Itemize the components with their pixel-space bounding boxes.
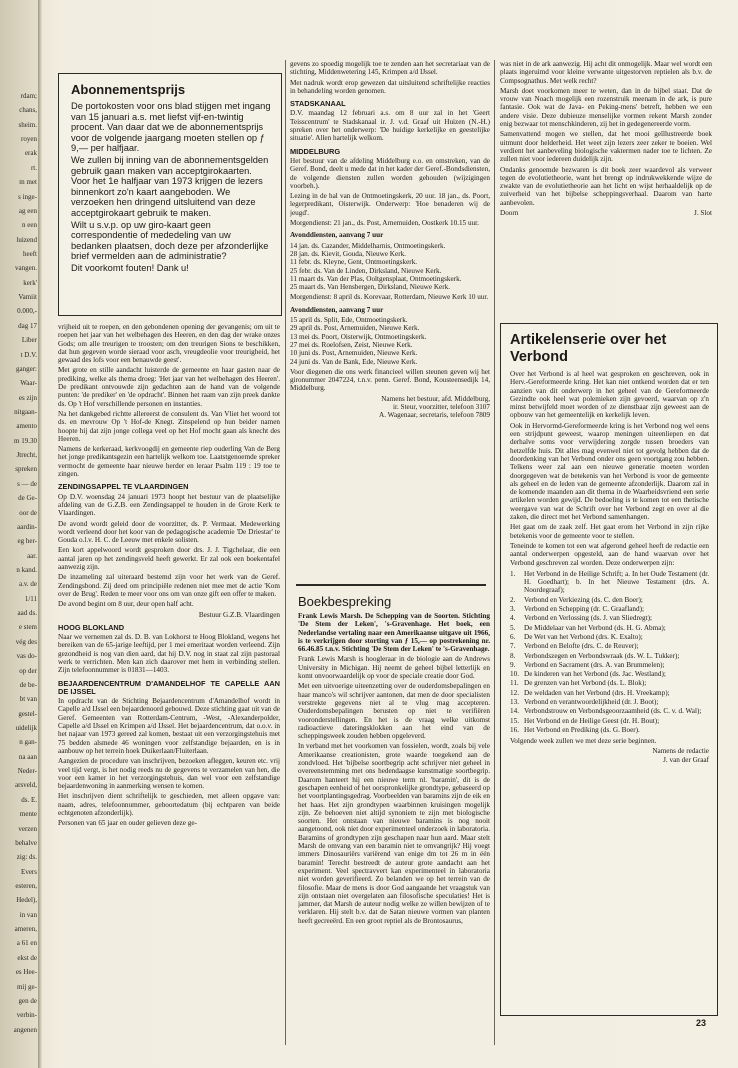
book-review-body bbox=[298, 612, 490, 1044]
signature: ir. Steur, voorzitter, telefoon 3107 bbox=[392, 402, 490, 411]
gutter-text-fragment: s inge- bbox=[18, 193, 37, 201]
service-line: 29 april ds. Post, Arnemuiden, Nieuwe Kerk. bbox=[290, 324, 420, 333]
topic-number: 4. bbox=[510, 614, 516, 623]
subscription-notice-body bbox=[71, 101, 271, 274]
gutter-text-fragment: aad ds. bbox=[17, 609, 37, 617]
topic-list-item bbox=[510, 652, 709, 660]
gutter-text-fragment: royen bbox=[21, 135, 37, 143]
topic-list-item bbox=[510, 661, 709, 669]
article-paragraph: Volgende week zullen we met deze serie beginnen. bbox=[510, 737, 657, 746]
article-paragraph: Aangezien de procedure van inschrijven, bezoeken afleggen, keuren etc. vrij veel tijd vergt, is het nodig reeds nu de gegevens te verzamelen van hen, die voor een kamer in het verzorgingstehuis, dan wel voor een zelfstandige bejaardenwoning in aanmerking wensen te komen. bbox=[58, 757, 280, 791]
topic-list-item bbox=[510, 614, 709, 622]
article-paragraph: De avond wordt geleid door de voorzitter, ds. P. Vermaat. Medewerking wordt verleend door het koor van de pedagogische academie 'De Driestar' te Gouda o.l.v. H. C. de Leeuw met enkele solisten. bbox=[58, 519, 280, 545]
gutter-text-fragment: n een bbox=[22, 221, 37, 229]
gutter-text-fragment: verzen bbox=[18, 825, 37, 833]
gutter-text-fragment: zig: ds. bbox=[16, 853, 37, 861]
column-middle bbox=[290, 60, 490, 580]
gutter-text-fragment: Hedel), bbox=[16, 896, 37, 904]
article-paragraph: Morgendienst: 8 april ds. Korevaar, Rotterdam, Nieuwe Kerk 10 uur. bbox=[290, 293, 489, 302]
gutter-text-fragment: gestel- bbox=[18, 710, 37, 718]
topic-list-item bbox=[510, 596, 709, 604]
topic-number: 7. bbox=[510, 642, 516, 651]
article-paragraph: De inzameling zal uiteraard bestemd zijn voor het werk van de Geref. Zendingsbond. Zij deed om principiële redenen niet mee met de actie 'Kom over de Brug'. Reden te meer voor ons om van onze gift een offer te maken. bbox=[58, 573, 280, 598]
signature: Namens het bestuur, afd. Middelburg, bbox=[381, 394, 490, 403]
topic-number: 6. bbox=[510, 632, 516, 641]
article-paragraph: Ondanks genoemde bezwaren is dit boek zeer waardevol als verweer tegen de evolutietheorie, want het brengt op indrukwekkende wijze de zwakte van de evolutietheorie aan het licht en wijst herhaaldelijk op de zuiverheid van het bijbelse scheppingsverhaal. Daarom van harte aanbevolen. bbox=[500, 165, 712, 207]
gutter-text-fragment: spreken bbox=[15, 465, 37, 473]
gutter-text-fragment: Vamiit bbox=[18, 293, 37, 301]
article-paragraph: De avond begint om 8 uur, deur open half acht. bbox=[58, 600, 194, 609]
previous-page-gutter bbox=[0, 0, 40, 1068]
article-paragraph: Een kort appelwoord wordt gesproken door drs. J. J. Tigchelaar, die een aantal jaren op het zendingsveld heeft gewerkt. Er zal ook een boekentafel aanwezig zijn. bbox=[58, 546, 280, 572]
article-paragraph: Namens de kerkeraad, kerkvoogdij en gemeente rieр ouderling Van de Berg het jonge predikantsgezin een hartelijk welkom toe. Laatstgenoemde spreker vermocht de gemeente haar nieuwe herder en leraar Psalm 119 : 19 toe te zingen. bbox=[58, 445, 280, 479]
gutter-text-fragment: uidelijk bbox=[15, 724, 37, 732]
gutter-text-fragment: ameren, bbox=[14, 925, 37, 933]
gutter-text-fragment: rt. bbox=[30, 164, 37, 172]
gutter-text-fragment: ekst de bbox=[17, 954, 37, 962]
topic-text: Verbond en verantwoordelijkheid (dr. J. Boot); bbox=[524, 697, 659, 706]
signature-place: Doorn bbox=[500, 209, 519, 218]
gutter-text-fragment: erak bbox=[24, 149, 37, 157]
signature-name: J. Slot bbox=[694, 209, 712, 218]
article-paragraph: D.V. maandag 12 februari a.s. om 8 uur zal in het 'Geert Teisscentrum' te Stadskanaal ir. J. v.d. Graaf uit Huizen (N.-H.) spreken over het onderwerp: 'De huidige kerkelijke en geestelijke situatie'. Allen hartelijk welkom. bbox=[290, 109, 490, 143]
article-paragraph: Morgendienst: 21 jan., ds. Post, Arnemuiden, Oostkerk 10.15 uur. bbox=[290, 219, 479, 228]
article-paragraph: Met grote en stille aandacht luisterde de gemeente en haar gasten naar de prediking, welke als thema droeg: 'Het jaar van het welbehagen des Heeren'. De predikant ontvouwde zijn gedachten aan de hand van de volgende punten: 'de prediker' en 'de opdracht'. Binnen het raam van zijn preek dankte ds. Op 't Hof verschillende personen en instanties. bbox=[58, 366, 280, 408]
gutter-text-fragment: na aan bbox=[18, 753, 37, 761]
gutter-text-fragment: es zijn bbox=[18, 394, 37, 402]
service-line: 15 april ds. Split, Ede, Ontmoetingskerk. bbox=[290, 316, 408, 325]
article-paragraph: In verband met het voorkomen van fossielen, wordt, zoals bij vele Amerikaanse creationisten, grote waarde toegekend aan de zondvloed. Het 'bijbelse soortbegrip acht schrijver niet geheel in overeenstemming met ons hedendaagse kunstmatige soortbegrip. Daarom hanteert hij een nieuwe term nl. 'baramin', dit is de geschapen eenheid of het oorspronkelijke grondtype, gebaseerd op het voortplantingsgedrag. Voorbeelden van baramins zijn de eik en het haas. Het zijn grondtypen waarbinnen kruisingen mogelijk zijn. Ze behoeven niet altijd synoniem te zijn met biologische soorten. Het ontstaan van nieuwe baramins is nog nooit aangetoond, ook niet door experimenteel onderzoek in laboratoria. Baramins of grondtypen zijn geschapen naar hun aard. Maar stelt Marsh de omvang van een baramin niet te omvangrijk? Hij voegt immers Dinosauriërs variërend van enige dm tot 26 m in één baramin! Terecht bestreedt de auteur grote aandacht aan het experiment. Veel spectravvert kan experimenteel in laboratoria niet worden geverifieerd. Zo belanden we op het terrein van de filosofie. Maar de mens is door God aangaande het vraagstuk van zijn ontstaan niet overgelaten aan filosofische speculaties! Het is jammer, dat Marsh de auteur nodig welke ze willen bewijzen of te verklaren. Hij stelt b.v. dat de Satan nieuwe vormen van planten heeft gecreeërd. En een groot reptiel als de Brontosaurus, bbox=[298, 742, 490, 925]
gutter-text-fragment: aardin- bbox=[17, 523, 37, 531]
subscription-paragraph: We zullen bij inning van de abonnementsgelden gebruik gaan maken van acceptgirokaarten. Voor het 1e halfjaar van 1973 krijgen de lezers binnenkort zo'n kaart aangeboden. We verzoeken hen dringend uitsluitend van deze acceptgirokaart gebruik te maken. bbox=[71, 154, 269, 218]
topic-list-item bbox=[510, 633, 709, 641]
gutter-text-fragment: Liber bbox=[21, 336, 37, 344]
column-divider bbox=[285, 60, 286, 1045]
topic-number: 3. bbox=[510, 605, 516, 614]
topic-list-item bbox=[510, 605, 709, 613]
gutter-text-fragment: op der bbox=[19, 667, 37, 675]
topic-list-item bbox=[510, 726, 709, 734]
article-paragraph: Personen van 65 jaar en ouder gelieven deze ge- bbox=[58, 819, 197, 828]
gutter-text-fragment: vas do- bbox=[16, 652, 37, 660]
service-line: 10 juni ds. Post, Arnemuiden, Nieuwe Kerk. bbox=[290, 349, 418, 358]
topic-text: De kinderen van het Verbond (ds. Jac. Westland); bbox=[524, 670, 666, 679]
gutter-text-fragment: de be- bbox=[19, 681, 37, 689]
gutter-text-fragment: heeft bbox=[23, 250, 37, 258]
article-paragraph: Het gaat om de zaak zelf. Het gaat erom het Verbond in zijn rijke betekenis voor de gemeente voor te stellen. bbox=[510, 523, 709, 540]
gutter-text-fragment: vég des bbox=[15, 638, 37, 646]
gutter-text-fragment: luizend bbox=[16, 236, 37, 244]
article-series-body bbox=[510, 370, 709, 764]
article-paragraph: Het inschrijven dient schriftelijk te geschieden, met alleen opgave van: naam, adres, telefoonnummer, geboortedatum (bij echtparen van beide echtgenoten afzonderlijk). bbox=[58, 792, 280, 818]
section-rule bbox=[296, 584, 486, 586]
service-line: 13 mei ds. Poort, Oisterwijk, Ontmoetingskerk. bbox=[290, 332, 427, 341]
topic-list-item bbox=[510, 707, 709, 715]
topic-text: Verbond en Verlossing (ds. J. van Sliedregt); bbox=[524, 614, 653, 623]
gutter-text-fragment: nitgaan- bbox=[14, 408, 37, 416]
column-left bbox=[58, 323, 280, 1043]
signature: J. van der Graaf bbox=[663, 755, 709, 764]
gutter-text-fragment: aar. bbox=[27, 552, 37, 560]
gutter-text-fragment: Waar- bbox=[20, 379, 37, 387]
article-paragraph: Samenvattend mogen we stellen, dat het mooi geïllustreerde boek uitmunt door helderheid. Het weet zijn lezers zeer zeker te boeien. Wel verdient het aanbeveling biologische vaktermen nader toe te lichten. Ze zullen niet voor iedereen duidelijk zijn. bbox=[500, 130, 712, 164]
service-line: 25 febr. ds. Van de Linden, Dirksland, Nieuwe Kerk. bbox=[290, 266, 442, 275]
topic-text: De weldaden van het Verbond (drs. H. Vreekamp); bbox=[524, 688, 670, 697]
page-number: 23 bbox=[696, 1018, 707, 1028]
article-paragraph: Op D.V. woensdag 24 januari 1973 hoopt het bestuur van de plaatselijke afdeling van de G.Z.B. een Zendingsappel te houden in de Grote Kerk te Vlaardingen. bbox=[58, 492, 280, 518]
article-paragraph: was niet in de ark aanwezig. Hij acht dit onmogelijk. Maar wel wordt een plaats ingeruimd voor kleine verwante uitgestorven reptielen als b.v. de Compsognathus. Met welk recht? bbox=[500, 60, 712, 85]
topic-text: Het Verbond en Prediking (ds. G. Boer). bbox=[524, 725, 640, 734]
gutter-text-fragment: 1/11 bbox=[24, 595, 37, 603]
topic-number: 13. bbox=[510, 697, 519, 706]
topic-number: 15. bbox=[510, 716, 519, 725]
gutter-text-fragment: t D.V. bbox=[20, 351, 37, 359]
topic-text: De Middelaar van het Verbond (ds. H. G. Abma); bbox=[524, 623, 666, 632]
topic-list-item bbox=[510, 670, 709, 678]
article-paragraph: Teneinde te komen tot een wat afgerond geheel heeft de redactie een aantal onderwerpen opgesteld, aan de hand waarvan over het Verbond geschreven zal worden. Deze onderwerpen zijn: bbox=[510, 541, 709, 567]
article-paragraph: gevens zo spoedig mogelijk toe te zenden aan het secretariaat van de stichting, Middenwetering 145, Krimpen a/d IJssel. bbox=[290, 60, 490, 77]
gutter-text-fragment: Jtrecht, bbox=[16, 451, 37, 459]
gutter-text-fragment: ds. E. bbox=[21, 796, 37, 804]
gutter-text-fragment: Evers bbox=[21, 868, 37, 876]
topic-text: De Wet van het Verbond (drs. K. Exalto); bbox=[524, 632, 643, 641]
topic-number: 10. bbox=[510, 670, 519, 679]
gutter-text-fragment: vangen. bbox=[15, 264, 37, 272]
article-paragraph: Voor diegenen die ons werk financieel willen steunen geven wij het gironummer 2047224, t.n.v. penn. Geref. Bond, Kousteensedijk 14, Middelburg. bbox=[290, 367, 490, 393]
service-line: 14 jan. ds. Cazander, Middelharnis, Ontmoetingskerk. bbox=[290, 241, 446, 250]
gutter-text-fragment: Neder- bbox=[17, 767, 37, 775]
topic-number: 9. bbox=[510, 660, 516, 669]
topic-number: 14. bbox=[510, 707, 519, 716]
book-review-title: Boekbespreking bbox=[298, 594, 392, 609]
gutter-text-fragment: ganger: bbox=[16, 365, 37, 373]
article-paragraph: Ook in Hervormd-Gereformeerde kring is het Verbond nog wel eens een strijdpunt geweest, waarop meningen uiteenliepen en dat derhalve soms voor verwijdering zorgde tussen broeders van hetzelfde huis. Dit alles mag evenwel niet tot gevolg hebben dat de doordenking van het Verbond onder ons geen voortgang zou hebben. Telkens weer zal aan een nieuwe generatie moeten worden doorgegeven wat de betekenis van het Verbond is voor de gemeente als geheel en de leden van de gemeente afzonderlijk. Daarom zal in de komende maanden aan dit thema in de Waarheidsvriend een serie artikelen worden gewijd. De bedoeling is te komen tot een thetische weergave van wat de Schrift over het Verbond zegt en over al die zaken, die direct met het Verbond samenhangen. bbox=[510, 421, 709, 522]
service-line: 25 maart ds. Van Hensbergen, Dirksland, Nieuwe Kerk. bbox=[290, 283, 451, 292]
topic-number: 8. bbox=[510, 651, 516, 660]
gutter-text-fragment: sheim. bbox=[18, 121, 37, 129]
gutter-text-fragment: in van bbox=[19, 911, 37, 919]
article-paragraph: Marsh doet voorkomen meer te weten, dan in de bijbel staat. Dat de vrouw van Noach mogelijk een rozenstruik meenam in de ark, is pure fantasie. Ook wat de Java- en Peking-mens' betreft, hebben we een andere visie. Deze dubieuze menselijke vormen rekent Marsh zonder enig bezwaar tot menschkinderen, zij het in gedegenereerde vorm. bbox=[500, 86, 712, 129]
article-paragraph: Na het dankgebed richtte allereerst de consulent ds. Van Vliet het woord tot ds. en mevrouw Op 't Hof-de Knegt. Zinspelend op hun beider namen hoopte hij dat zijn jonge collega veel op het Hof mocht gaan als knecht des Heeren. bbox=[58, 409, 280, 443]
topic-list-item bbox=[510, 698, 709, 706]
subheading: Avonddiensten, aanvang 7 uur bbox=[290, 305, 384, 314]
subscription-paragraph: Wilt u s.v.p. op uw giro-kaart geen correspondentie of mededeling van uw bedanken plaatsen, doch deze per afzonderlijke brief vermelden aan de administratie? bbox=[71, 219, 269, 262]
topic-text: Het Verbond in de Heilige Schrift; a. In het Oude Testament (dr. H. Goedhart); b. In het Nieuwe Testament (drs. A. Noordegraaf); bbox=[524, 569, 709, 595]
gutter-text-fragment: e stem bbox=[18, 623, 37, 631]
article-paragraph: Over het Verbond is al heel wat gesproken en geschreven, ook in Herv.-Gereformeerde kring. Het kan niet ontkend worden dat er ten aanzien van dit onderwerp in het geheel van de Gereformeerde Gezindte ook heel wat polemieken zijn gevoerd, waarvan op z'n minst betwijfeld moet worden of ze dienstbaar zijn geweest aan de opbouw van het gemeentelijk en kerkelijk leven. bbox=[510, 370, 709, 420]
subscription-notice-box bbox=[58, 73, 282, 316]
topic-list-item bbox=[510, 570, 709, 595]
gutter-text-fragment: mij ge- bbox=[16, 983, 37, 991]
topic-list-item bbox=[510, 679, 709, 687]
topic-number: 16. bbox=[510, 725, 519, 734]
gutter-text-fragment: m 19.30 bbox=[14, 437, 37, 445]
gutter-text-fragment: verbin- bbox=[16, 1011, 37, 1019]
subscription-notice-title: Abonnementsprijs bbox=[71, 82, 186, 97]
topic-text: Verbond en Belofte (drs. C. de Reuver); bbox=[524, 642, 639, 651]
review-signature bbox=[500, 209, 712, 217]
service-line: 27 mei ds. Roelofsen, Zeist, Nieuwe Kerk. bbox=[290, 340, 413, 349]
gutter-text-fragment: a 61 en bbox=[16, 939, 37, 947]
service-line: 28 jan. ds. Kievit, Gouda, Nieuwe Kerk. bbox=[290, 249, 406, 258]
gutter-text-fragment: n kand. bbox=[16, 566, 37, 574]
topic-number: 2. bbox=[510, 595, 516, 604]
article-paragraph: Met een uitvoerige uiteenzetting over de ouderdomsbepalingen en haar manco's wil schrijver aantonen, dat men de door specialisten verstrekte gegevens niet al te vlug mag accepteren. Ouderdomsbepalingen berusten op niet te verifiëren vooronderstellingen. En het is de vraag welke uitkomst radioactieve dateringsklokken aan het eind van de scheppingsweek zouden hebben opgeleverd. bbox=[298, 682, 490, 741]
article-series-title: Artikelenserie over het Verbond bbox=[510, 332, 667, 365]
article-paragraph: Lezing in de hal van de Ontmoetingskerk, 20 uur. 18 jan., ds. Poort, legerpredikant, Oisterwijk. Onderwerp: 'Hoe benaderen wij de jeugd'. bbox=[290, 192, 490, 217]
signature: Bestuur G.Z.B. Vlaardingen bbox=[198, 610, 280, 619]
gutter-text-fragment: amento bbox=[16, 422, 37, 430]
article-paragraph: In opdracht van de Stichting Bejaardencentrum d'Amandelhof wordt in Capelle a/d IJssel een bejaardenoord gebouwd. Deze stichting gaat uit van de Geref. Gemeenten van Rotterdam-Centrum, -West, -Alexanderpolder, Capelle a/d IJssel en Krimpen a/d IJssel. Het bejaardencentrum, dat o.o.v. in het najaar van 1973 gereed zal komen, bestaat uit een verzorgingstehuis met 75 bedden alsmede 46 woningen voor zelfstandige bejaarden, en is in aanbouw op het terrein hoek Duikerlaan/Fluiterlaan. bbox=[58, 697, 280, 755]
gutter-text-fragment: de Ge- bbox=[18, 494, 37, 502]
topic-number: 11. bbox=[510, 679, 519, 688]
subheading: Avonddiensten, aanvang 7 uur bbox=[290, 231, 384, 240]
gutter-text-fragment: a.v. de bbox=[18, 580, 37, 588]
section-heading: ZENDINGSAPPEL TE VLAARDINGEN bbox=[58, 482, 189, 492]
subscription-paragraph: De portokosten voor ons blad stijgen met ingang van 15 januari a.s. met liefst vijf-en-twintig procent. Van daar dat we de abonnementsprijs voor de volgende jaargang moeten stellen op ƒ 9,— per halfjaar. bbox=[71, 101, 271, 154]
topic-text: De grenzen van het Verbond (ds. L. Blok); bbox=[524, 679, 647, 688]
gutter-text-fragment: es Hee- bbox=[15, 968, 37, 976]
gutter-text-fragment: arsveld, bbox=[15, 781, 37, 789]
topic-text: Verbondstrouw en Verbondsgeoorzaamheid (ds. C. v. d. Wal); bbox=[524, 707, 702, 716]
signature: Namens de redactie bbox=[652, 747, 709, 756]
subscription-paragraph: Dit voorkomt fouten! Dank u! bbox=[71, 262, 189, 273]
topic-number: 1. bbox=[510, 569, 516, 578]
service-line: 11 maart ds. Van der Plas, Ooltgensplaat, Ontmoetingskerk. bbox=[290, 274, 462, 283]
section-heading: MIDDELBURG bbox=[290, 146, 341, 156]
topic-number: 5. bbox=[510, 623, 516, 632]
column-right bbox=[500, 60, 712, 310]
topic-text: Verbondszegen en Verbondswraak (ds. W. L. Tukker); bbox=[524, 651, 680, 660]
article-series-box bbox=[500, 323, 718, 1016]
gutter-text-fragment: ag een bbox=[18, 207, 37, 215]
section-heading: HOOG BLOKLAND bbox=[58, 622, 125, 632]
service-line: 11 febr. ds. Kleyne, Gent, Ontmoetingskerk. bbox=[290, 258, 418, 267]
book-review-citation: Frank Lewis Marsh. De Schepping van de Soorten. Stichting 'De Stem der Leken', 's-Gravenhage. Het boek, een Nederlandse vertaling naar een Amerikaanse uitgave uit 1966, is te verkrijgen door storting van ƒ 15,— op postrekening nr. 66.46.85 t.n.v. Stichting 'De Stem der Leken' te 's-Gravenhage. bbox=[298, 612, 490, 654]
topic-list-item bbox=[510, 642, 709, 650]
gutter-text-fragment: kerk' bbox=[23, 279, 37, 287]
topic-text: Verbond en Sacrament (drs. A. van Brummelen); bbox=[524, 660, 665, 669]
section-heading: STADSKANAAL bbox=[290, 99, 346, 109]
topic-text: Verbond en Schepping (dr. C. Graafland); bbox=[524, 605, 644, 614]
gutter-text-fragment: 0.000,- bbox=[17, 307, 37, 315]
topic-text: Verbond en Verkiezing (ds. C. den Boer); bbox=[524, 595, 643, 604]
gutter-text-fragment: n gan- bbox=[19, 738, 37, 746]
gutter-text-fragment: angenen bbox=[13, 1026, 37, 1034]
gutter-text-fragment: behalve bbox=[15, 839, 37, 847]
gutter-text-fragment: rdam; bbox=[20, 92, 37, 100]
topic-text: Het Verbond en de Heilige Geest (dr. H. Bout); bbox=[524, 716, 660, 725]
column-divider bbox=[494, 60, 495, 1045]
topic-list-item bbox=[510, 717, 709, 725]
gutter-text-fragment: gen de bbox=[18, 997, 37, 1005]
gutter-text-fragment: eg her- bbox=[17, 537, 37, 545]
gutter-text-fragment: dag 17 bbox=[18, 322, 37, 330]
topic-list bbox=[510, 570, 709, 734]
article-paragraph: Met nadruk wordt erop gewezen dat uitsluitend schriftelijke reacties in behandeling worden genomen. bbox=[290, 78, 490, 95]
topic-list-item bbox=[510, 624, 709, 632]
article-paragraph: Het bestuur van de afdeling Middelburg e.o. en omstreken, van de Geref. Bond, deelt u mede dat in het kader der Geref.-Bondsdiensten, de volgende diensten zullen worden gehouden (wijzigingen voorbeh.). bbox=[290, 156, 490, 190]
article-paragraph: vrijheid uit te roepen, en den gebondenen opening der gevangenis; om uit te roepen het jaar van het welbehagen des Heeren, en den dag der wrake onzes Gods; om alle treurigen te troosten; om den treurigen Sions te beschikken, dat hun gegeven worde sieraad voor asch, vreugdeolie voor treurigheid, het gewaad des lofs voor een benauwde geest'. bbox=[58, 323, 280, 365]
article-paragraph: Naar we vernemen zal ds. D. B. van Lokhorst te Hoog Blokland, wegens het bereiken van de 65-jarige leeftijd, per 1 mei emeritaat worden verleend. Zijn gezondheid is nog van dien aard, dat hij D.V. nog in staat zal zijn pastoraal werk te verrichten. Men kan zich daarover met hem in verbinding stellen. Zijn telefoonnummer is 01831—1403. bbox=[58, 633, 280, 675]
topic-list-item bbox=[510, 689, 709, 697]
service-line: 24 juni ds. Van de Bank, Ede, Nieuwe Kerk. bbox=[290, 357, 418, 366]
article-paragraph: Frank Lewis Marsh is hoogleraar in de biologie aan de Andrews University in Michigan. Hij neemt de geheel bijbel letterlijk en komt onvoorwaardelijk op voor de speciale creatie door God. bbox=[298, 655, 490, 681]
section-heading: BEJAARDENCENTRUM D'AMANDELHOF TE CAPELLE AAN DE IJSSEL bbox=[58, 678, 280, 696]
binding-spine bbox=[38, 0, 42, 1068]
gutter-text-fragment: oor de bbox=[19, 509, 37, 517]
signature: A. Wagenaar, secretaris, telefoon 7809 bbox=[379, 411, 490, 420]
gutter-text-fragment: chans, bbox=[19, 106, 37, 114]
gutter-text-fragment: mente bbox=[19, 810, 37, 818]
gutter-text-fragment: esteren, bbox=[15, 882, 37, 890]
gutter-text-fragment: m met bbox=[19, 178, 37, 186]
gutter-text-fragment: s — de bbox=[17, 480, 37, 488]
topic-number: 12. bbox=[510, 688, 519, 697]
gutter-text-fragment: bt van bbox=[19, 695, 37, 703]
